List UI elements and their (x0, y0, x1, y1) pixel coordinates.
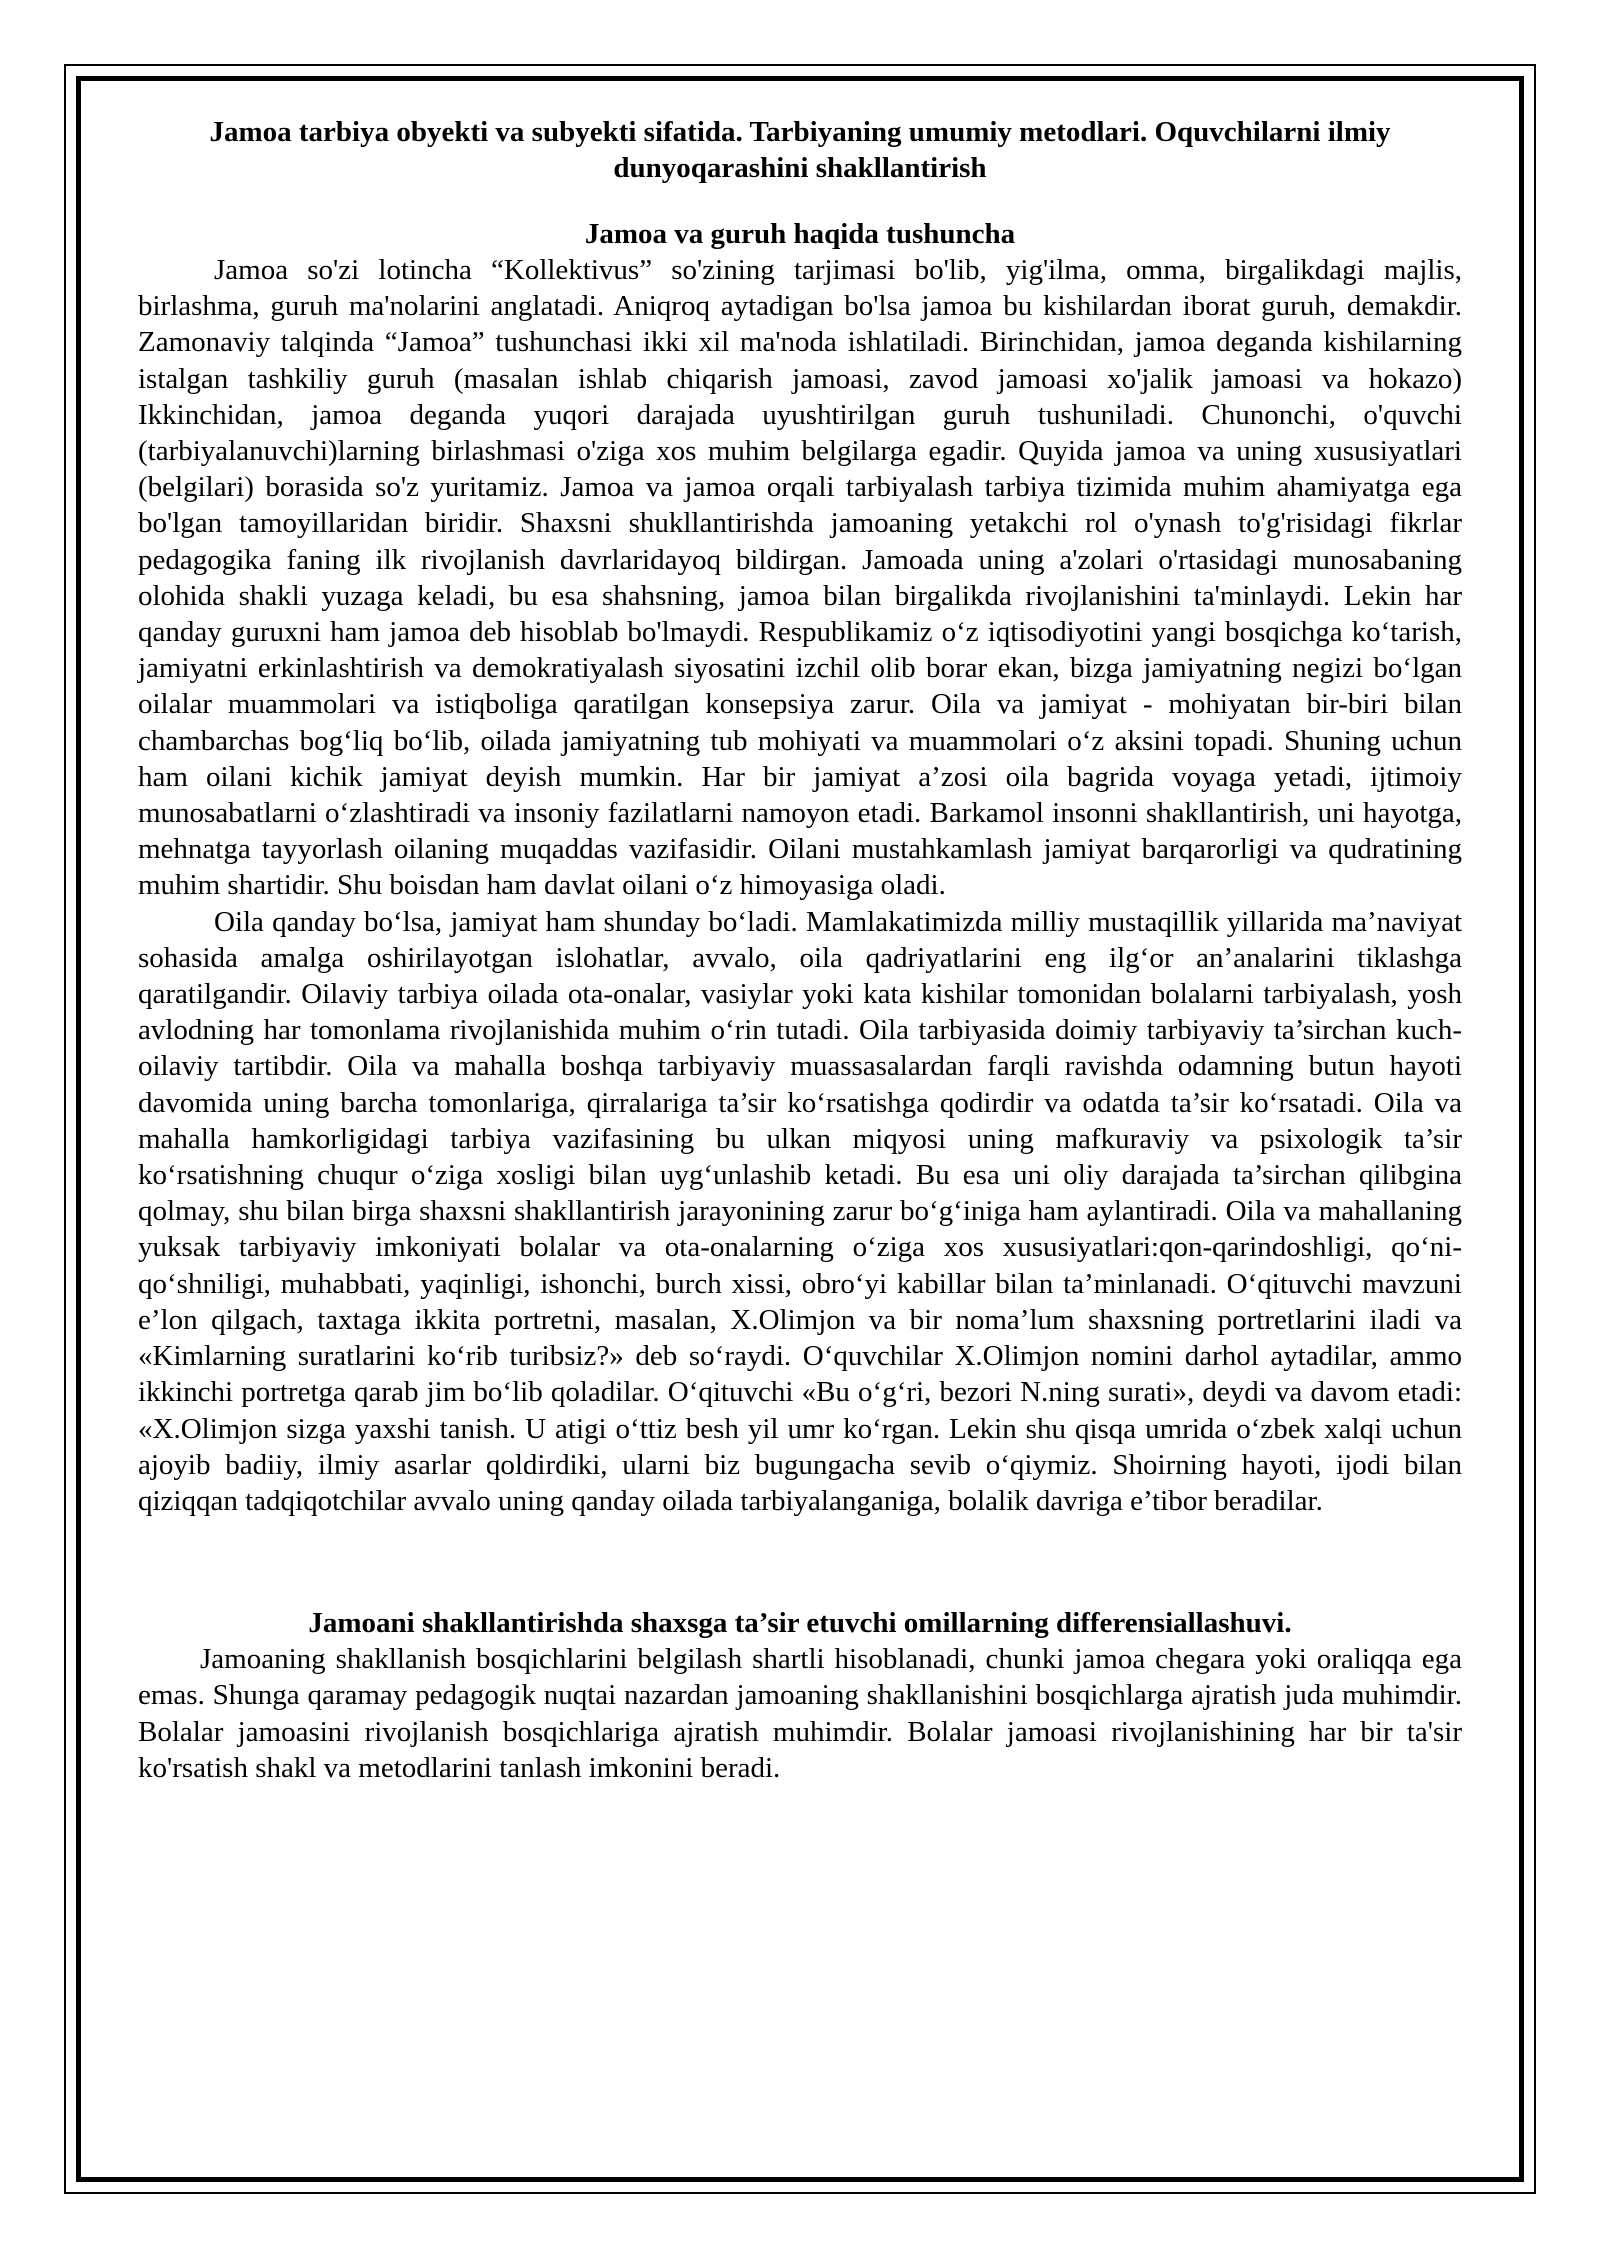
body-paragraph: Jamoaning shakllanish bosqichlarini belgilash shartli hisoblanadi, chunki jamoa chegara yoki oraliqqa ega emas. Shunga qaramay pedagogik nuqtai nazardan jamoaning shakllanishini bosqichlarga ajratish juda muhimdir. Bolalar jamoasini rivojlanish bosqichlariga ajratish muhimdir. Bolalar jamoasi rivojlanishining har bir ta'sir ko'rsatish shakl va metodlarini tanlash imkonini beradi. (138, 1643, 1462, 1784)
body-paragraph: Jamoa so'zi lotincha “Kollektivus” so'zining tarjimasi bo'lib, yig'ilma, omma, birgalikdagi majlis, birlashma, guruh ma'nolarini anglatadi. Aniqroq aytadigan bo'lsa jamoa bu kishilardan iborat guruh, demakdir. Zamonaviy talqinda “Jamoa” tushunchasi ikki xil ma'noda ishlatiladi. Birinchidan, jamoa deganda kishilarning istalgan tashkiliy guruh (masalan ishlab chiqarish jamoasi, zavod jamoasi xo'jalik jamoasi va hokazo) Ikkinchidan, jamoa deganda yuqori darajada uyushtirilgan guruh tushuniladi. Chunonchi, o'quvchi (tarbiyalanuvchi)larning birlashmasi o'ziga xos muhim belgilarga egadir. Quyida jamoa va uning xususiyatlari (belgilari) borasida so'z yuritamiz. Jamoa va jamoa orqali tarbiyalash tarbiya tizimida muhim ahamiyatga ega bo'lgan tamoyillaridan biridir. Shaxsni shukllantirishda jamoaning yetakchi rol o'ynash to'g'risidagi fikrlar pedagogika faning ilk rivojlanish davrlaridayoq bildirgan. Jamoada uning a'zolari o'rtasidagi munosabaning olohida shakli yuzaga keladi, bu esa shahsning, jamoa bilan birgalikda rivojlanishini ta'minlaydi. Lekin har qanday guruxni ham jamoa deb hisoblab bo'lmaydi. Respublikamiz o‘z iqtisodiyotini yangi bosqichga ko‘tarish, jamiyatni erkinlashtirish va demokratiyalash siyosatini izchil olib borar ekan, bizga jamiyatning negizi bo‘lgan oilalar muammolari va istiqboliga qaratilgan konsepsiya zarur. Oila va jamiyat - mohiyatan bir-biri bilan chambarchas bog‘liq bo‘lib, oilada jamiyatning tub mohiyati va muammolari o‘z aksini topadi. Shuning uchun ham oilani kichik jamiyat deyish mumkin. Har bir jamiyat a’zosi oila bagrida voyaga yetadi, ijtimoiy munosabatlarni o‘zlashtiradi va insoniy fazilatlarni namoyon etadi. Barkamol insonni shakllantirish, uni hayotga, mehnatga tayyorlash oilaning muqaddas vazifasidir. Oilani mustahkamlash jamiyat barqarorligi va qudratining muhim shartidir. Shu boisdan ham davlat oilani o‘z himoyasiga oladi. (138, 254, 1462, 902)
document-body (138, 114, 1462, 1786)
section-heading-concept: Jamoa va guruh haqida tushuncha (584, 218, 1016, 250)
body-paragraph: Oila qanday bo‘lsa, jamiyat ham shunday bo‘ladi. Mamlakatimizda milliy mustaqillik yillarida ma’naviyat sohasida amalga oshirilayotgan islohatlar, avvalo, oila qadriyatlarini eng ilg‘or an’analarini tiklashga qaratilgandir. Oilaviy tarbiya oilada ota-onalar, vasiylar yoki kata kishilar tomonidan bolalarni tarbiyalash, yosh avlodning har tomonlama rivojlanishida muhim o‘rin tutadi. Oila tarbiyasida doimiy tarbiyaviy ta’sirchan kuch-oilaviy tartibdir. Oila va mahalla boshqa tarbiyaviy muassasalardan farqli ravishda odamning butun hayoti davomida uning barcha tomonlariga, qirralariga ta’sir ko‘rsatishga qodirdir va odatda ta’sir ko‘rsatadi. Oila va mahalla hamkorligidagi tarbiya vazifasining bu ulkan miqyosi uning mafkuraviy va psixologik ta’sir ko‘rsatishning chuqur o‘ziga xosligi bilan uyg‘unlashib ketadi. Bu esa uni oliy darajada ta’sirchan qilibgina qolmay, shu bilan birga shaxsni shakllantirish jarayonining zarur bo‘g‘iniga ham aylantiradi. Oila va mahallaning yuksak tarbiyaviy imkoniyati bolalar va ota-onalarning o‘ziga xos xususiyatlari:qon-qarindoshligi, qo‘ni-qo‘shniligi, muhabbati, yaqinligi, ishonchi, burch xissi, obro‘yi kabillar bilan ta’minlanadi. O‘qituvchi mavzuni e’lon qilgach, taxtaga ikkita portretni, masalan, X.Olimjon va bir noma’lum shaxsning portretlarini iladi va «Kimlarning suratlarini ko‘rib turibsiz?» deb so‘raydi. O‘quvchilar X.Olimjon nomini darhol aytadilar, ammo ikkinchi portretga qarab jim bo‘lib qoladilar. O‘qituvchi «Bu o‘g‘ri, bezori N.ning surati», deydi va davom etadi: «X.Olimjon sizga yaxshi tanish. U atigi o‘ttiz besh yil umr ko‘rgan. Lekin shu qisqa umrida o‘zbek xalqi uchun ajoyib badiiy, ilmiy asarlar qoldirdiki, ularni biz bugungacha sevib o‘qiymiz. Shoirning hayoti, ijodi bilan qiziqqan tadqiqotchilar avvalo uning qanday oilada tarbiyalanganiga, bolalik davriga e’tibor beradilar. (138, 905, 1462, 1517)
section-heading-factors: Jamoani shakllantirishda shaxsga ta’sir etuvchi omillarning differensiallashuvi. (308, 1607, 1292, 1640)
document-title: Jamoa tarbiya obyekti va subyekti sifatida. Tarbiyaning umumiy metodlari. Oquvchilarni ilmiy dunyoqarashini shakllantirish (209, 116, 1391, 184)
